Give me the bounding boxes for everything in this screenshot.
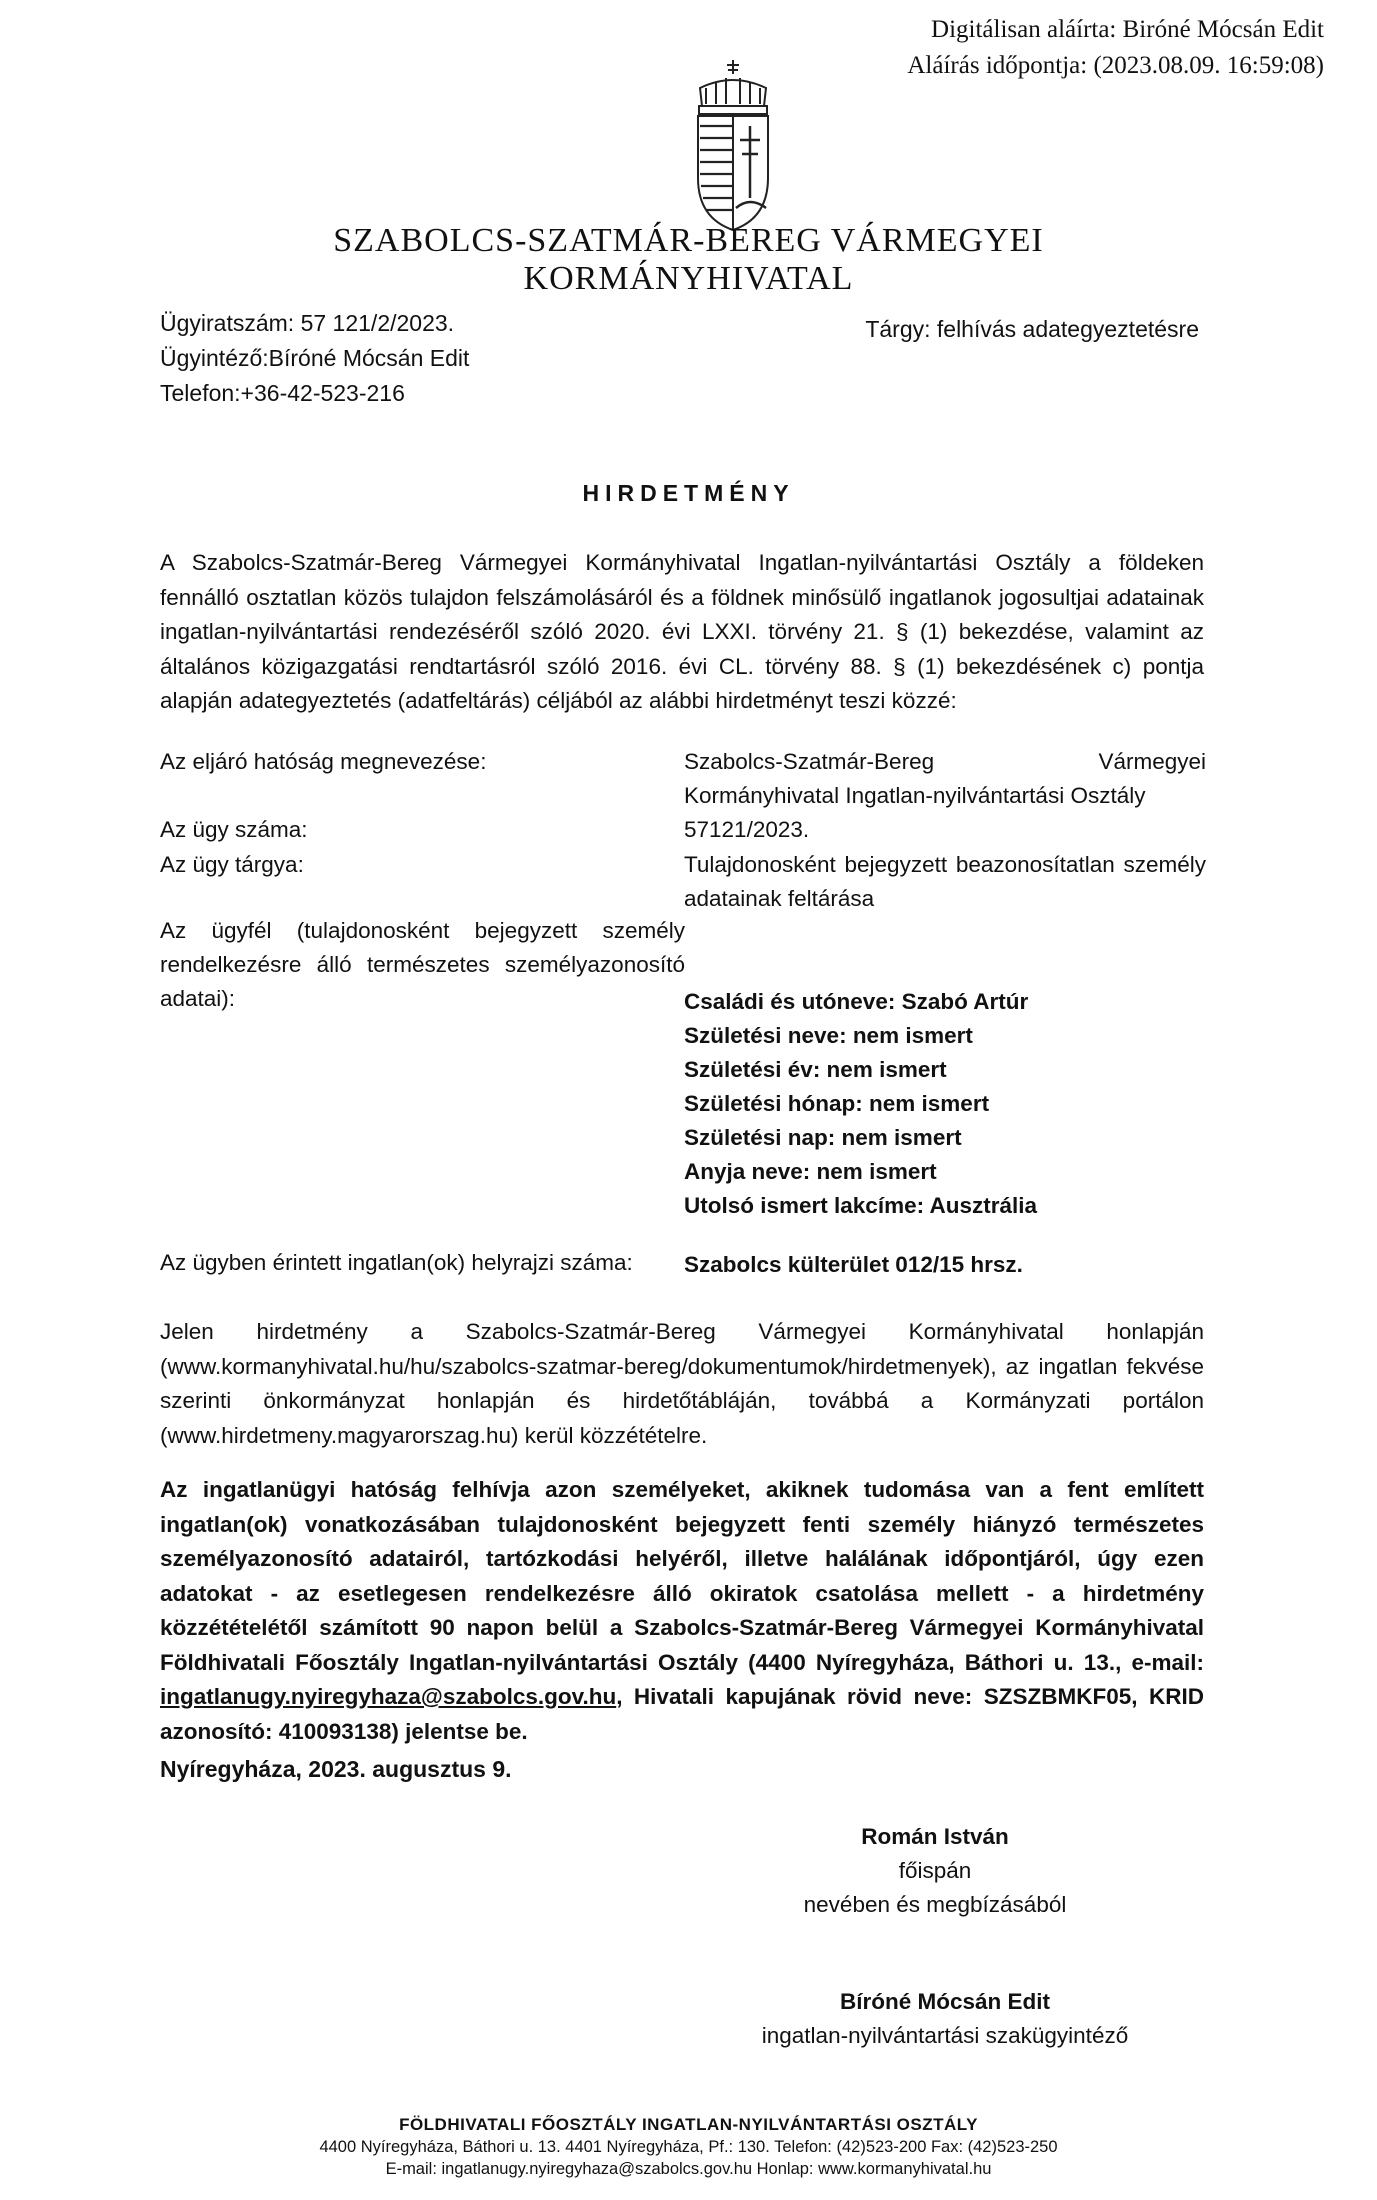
date-line: Nyíregyháza, 2023. augusztus 9. — [160, 1756, 512, 1782]
request-text: Az ingatlanügyi hatóság felhívja azon személyeket, akiknek tudomása van a fent említett ingatlan(ok) vonatkozásában tulajdonosként bejegyzett fenti személy hiányzó természetes személyazonosító adatairól, tartózkodási helyéről, illetve halálának időpontjáról, úgy ezen adatokat - az esetlegesen rendelkezésre álló okiratok csatolása mellett - a hirdetmény közzétételétől számított 90 napon belül a Szabolcs-Szatmár-Bereg Vármegyei Kormányhivatal Földhivatali Főosztály Ingatlan-nyilvántartási Osztály (4400 Nyíregyháza, Báthori u. 13., e-mail: — [160, 1477, 1204, 1675]
document-title: HIRDETMÉNY — [582, 480, 795, 506]
subject-line: Tárgy: felhívás adategyeztetésre — [865, 316, 1199, 342]
header-meta — [160, 306, 469, 411]
parcel-label: Az ügyben érintett ingatlan(ok) helyrajzi száma: — [160, 1250, 633, 1275]
footer-address: 4400 Nyíregyháza, Báthori u. 13. 4401 Nyíregyháza, Pf.: 130. Telefon: (42)523-200 Fax: (42)523-250 — [319, 2138, 1058, 2156]
organization-name: SZABOLCS-SZATMÁR-BEREG VÁRMEGYEI — [333, 222, 1044, 259]
publication-paragraph — [160, 1315, 1204, 1453]
request-email-link[interactable]: ingatlanugy.nyiregyhaza@szabolcs.gov.hu — [160, 1684, 617, 1709]
signatory-1 — [715, 1820, 1155, 1922]
hungarian-coat-of-arms-icon — [692, 58, 774, 234]
signatory-1-role: nevében és megbízásából — [803, 1892, 1067, 1917]
case-label: Az ügy száma: — [160, 817, 308, 842]
client-birth-day: Születési nap: nem ismert — [684, 1125, 962, 1150]
authority-value: Szabolcs-Szatmár-Bereg Vármegyei Kormányhivatal Ingatlan-nyilvántartási Osztály — [684, 749, 1206, 808]
subject-value: Tulajdonosként bejegyzett beazonosítatlan személy adatainak feltárása — [684, 852, 1206, 911]
authority-label: Az eljáró hatóság megnevezése: — [160, 749, 487, 774]
subject-label: Az ügy tárgya: — [160, 852, 304, 877]
client-data-list — [684, 985, 1206, 1223]
signatory-2 — [705, 1985, 1185, 2053]
signatory-1-name: Román István — [861, 1824, 1009, 1849]
organization-name-2: KORMÁNYHIVATAL — [523, 260, 854, 297]
digital-signature-stamp — [907, 12, 1324, 84]
client-birth-name: Születési neve: nem ismert — [684, 1023, 973, 1048]
case-value: 57121/2023. — [684, 817, 810, 842]
publication-text: Jelen hirdetmény a Szabolcs-Szatmár-Bereg Vármegyei Kormányhivatal honlapján (www.kormanyhivatal.hu/hu/szabolcs-szatmar-bereg/dokumentumok/hirdetmenyek), az ingatlan fekvése szerinti önkormányzat honlapján és hirdetőtábláján, továbbá a Kormányzati portálon (www.hirdetmeny.magyarorszag.hu) kerül közzétételre. — [160, 1319, 1204, 1448]
request-text-end: , Hivatali kapujának rövid neve: SZSZBMKF05, KRID azonosító: 410093138) jelentse be. — [160, 1684, 1204, 1744]
case-handler: Ügyintéző:Bíróné Mócsán Edit — [160, 345, 470, 371]
parcel-value: Szabolcs külterület 012/15 hrsz. — [684, 1252, 1023, 1277]
intro-text: A Szabolcs-Szatmár-Bereg Vármegyei Kormányhivatal Ingatlan-nyilvántartási Osztály a földeken fennálló osztatlan közös tulajdon felszámolásáról és a földnek minősülő ingatlanok jogosultjai adatainak ingatlan-nyilvántartási rendezéséről szóló 2020. évi LXXI. törvény 21. § (1) bekezdése, valamint az általános közigazgatási rendtartásról szóló 2016. évi CL. törvény 88. § (1) bekezdésének c) pontja alapján adategyeztetés (adatfeltárás) céljából az alábbi hirdetményt teszi közzé: — [160, 550, 1204, 713]
handler-phone: Telefon:+36-42-523-216 — [160, 380, 405, 406]
case-number: Ügyiratszám: 57 121/2/2023. — [160, 310, 455, 336]
client-birth-year: Születési év: nem ismert — [684, 1057, 947, 1082]
client-name: Családi és utóneve: Szabó Artúr — [684, 989, 1029, 1014]
footer — [0, 2114, 1377, 2180]
signatory-2-title: ingatlan-nyilvántartási szakügyintéző — [761, 2023, 1129, 2048]
signature-signer: Digitálisan aláírta: Biróné Mócsán Edit — [931, 16, 1324, 43]
footer-contact: E-mail: ingatlanugy.nyiregyhaza@szabolcs.gov.hu Honlap: www.kormanyhivatal.hu — [385, 2160, 992, 2178]
footer-title: FÖLDHIVATALI FŐOSZTÁLY INGATLAN-NYILVÁNTARTÁSI OSZTÁLY — [399, 2115, 978, 2134]
client-birth-month: Születési hónap: nem ismert — [684, 1091, 990, 1116]
request-paragraph — [160, 1473, 1204, 1749]
signatory-1-title: főispán — [898, 1858, 972, 1883]
client-last-address: Utolsó ismert lakcíme: Ausztrália — [684, 1193, 1038, 1218]
client-label: Az ügyfél (tulajdonosként bejegyzett személy rendelkezésre álló természetes személyazonosító adatai): — [160, 918, 685, 1011]
client-mother-name: Anyja neve: nem ismert — [684, 1159, 937, 1184]
intro-paragraph — [160, 546, 1204, 719]
signature-time: Aláírás időpontja: (2023.08.09. 16:59:08) — [907, 52, 1324, 79]
signatory-2-name: Bíróné Mócsán Edit — [839, 1989, 1051, 2014]
